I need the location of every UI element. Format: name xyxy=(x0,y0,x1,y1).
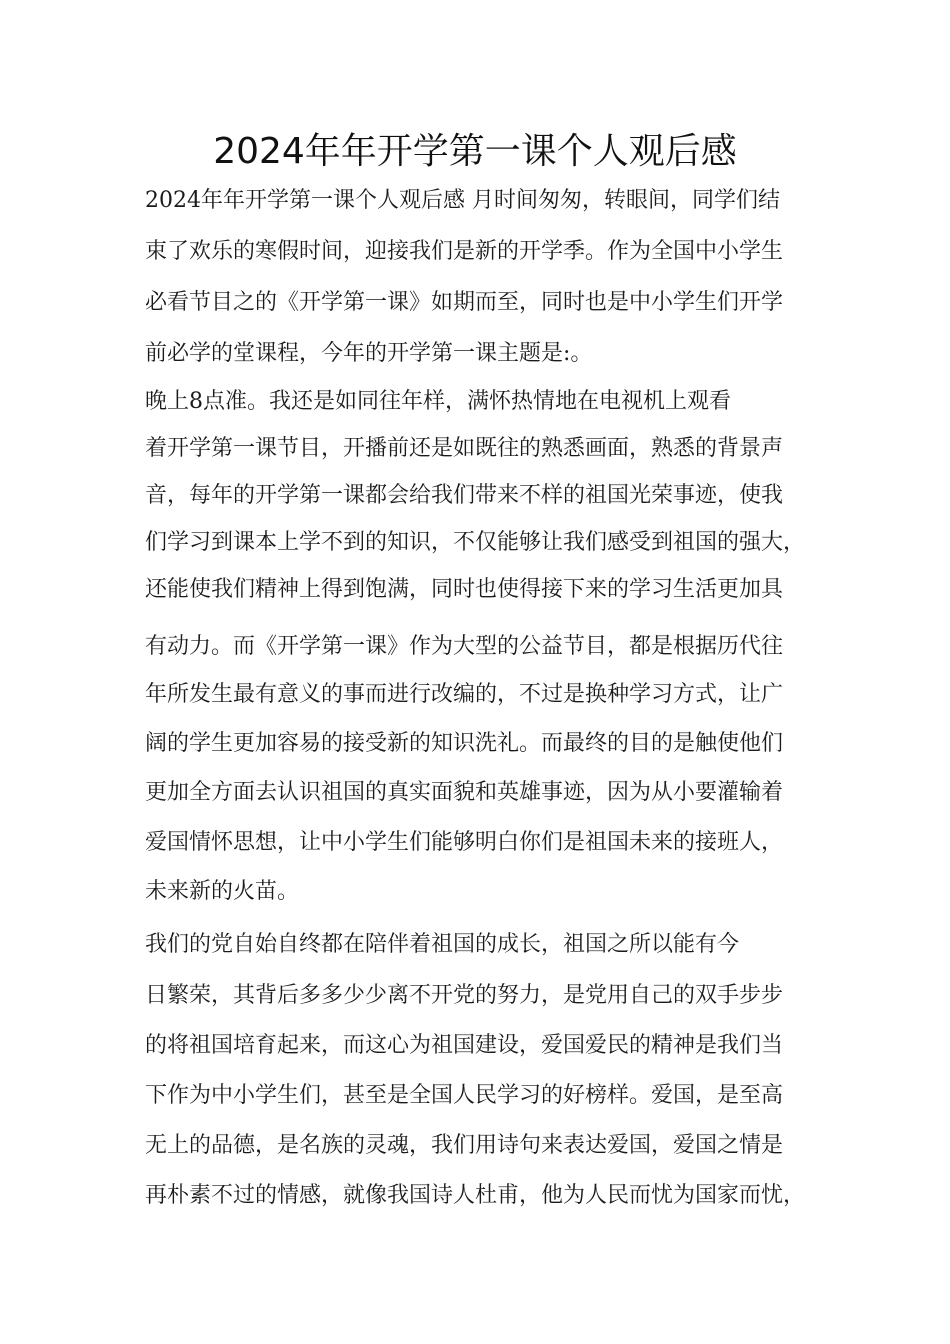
body-line: 2024年年开学第一课个人观后感 月时间匆匆，转眼间，同学们结 xyxy=(145,188,780,213)
body-line: 还能使我们精神上得到饱满，同时也使得接下来的学习生活更加具 xyxy=(145,577,784,602)
body-line: 日繁荣，其背后多多少少离不开党的努力，是党用自己的双手步步 xyxy=(145,983,784,1008)
body-line: 的将祖国培育起来，而这心为祖国建设，爱国爱民的精神是我们当 xyxy=(145,1033,784,1058)
body-line: 必看节目之的《开学第一课》如期而至，同时也是中小学生们开学 xyxy=(145,290,784,315)
body-line: 下作为中小学生们，甚至是全国人民学习的好榜样。爱国，是至高 xyxy=(145,1083,784,1108)
body-line: 爱国情怀思想，让中小学生们能够明白你们是祖国未来的接班人， xyxy=(145,830,784,855)
body-line: 年所发生最有意义的事而进行改编的，不过是换种学习方式，让广 xyxy=(145,682,784,707)
body-line: 阔的学生更加容易的接受新的知识洗礼。而最终的目的是触使他们 xyxy=(145,731,784,756)
body-line: 我们的党自始自终都在陪伴着祖国的成长，祖国之所以能有今 xyxy=(145,932,740,957)
body-line: 更加全方面去认识祖国的真实面貌和英雄事迹，因为从小要灌输着 xyxy=(145,780,784,805)
body-line: 晚上8点准。我还是如同往年样，满怀热情地在电视机上观看 xyxy=(145,389,731,414)
body-line: 前必学的堂课程，今年的开学第一课主题是:。 xyxy=(145,341,593,366)
body-line: 们学习到课本上学不到的知识，不仅能够让我们感受到祖国的强大， xyxy=(145,530,806,555)
body-line: 未来新的火苗。 xyxy=(145,879,300,904)
body-line: 再朴素不过的情感，就像我国诗人杜甫，他为人民而忧为国家而忧， xyxy=(145,1183,806,1208)
body-line: 束了欢乐的寒假时间，迎接我们是新的开学季。作为全国中小学生 xyxy=(145,239,784,264)
body-line: 音，每年的开学第一课都会给我们带来不样的祖国光荣事迹，使我 xyxy=(145,483,784,508)
body-line: 有动力。而《开学第一课》作为大型的公益节目，都是根据历代往 xyxy=(145,634,784,659)
body-line: 着开学第一课节目，开播前还是如既往的熟悉画面，熟悉的背景声 xyxy=(145,436,784,461)
body-line: 无上的品德，是名族的灵魂，我们用诗句来表达爱国，爱国之情是 xyxy=(145,1133,784,1158)
document-title: 2024年年开学第一课个人观后感 xyxy=(213,131,737,172)
